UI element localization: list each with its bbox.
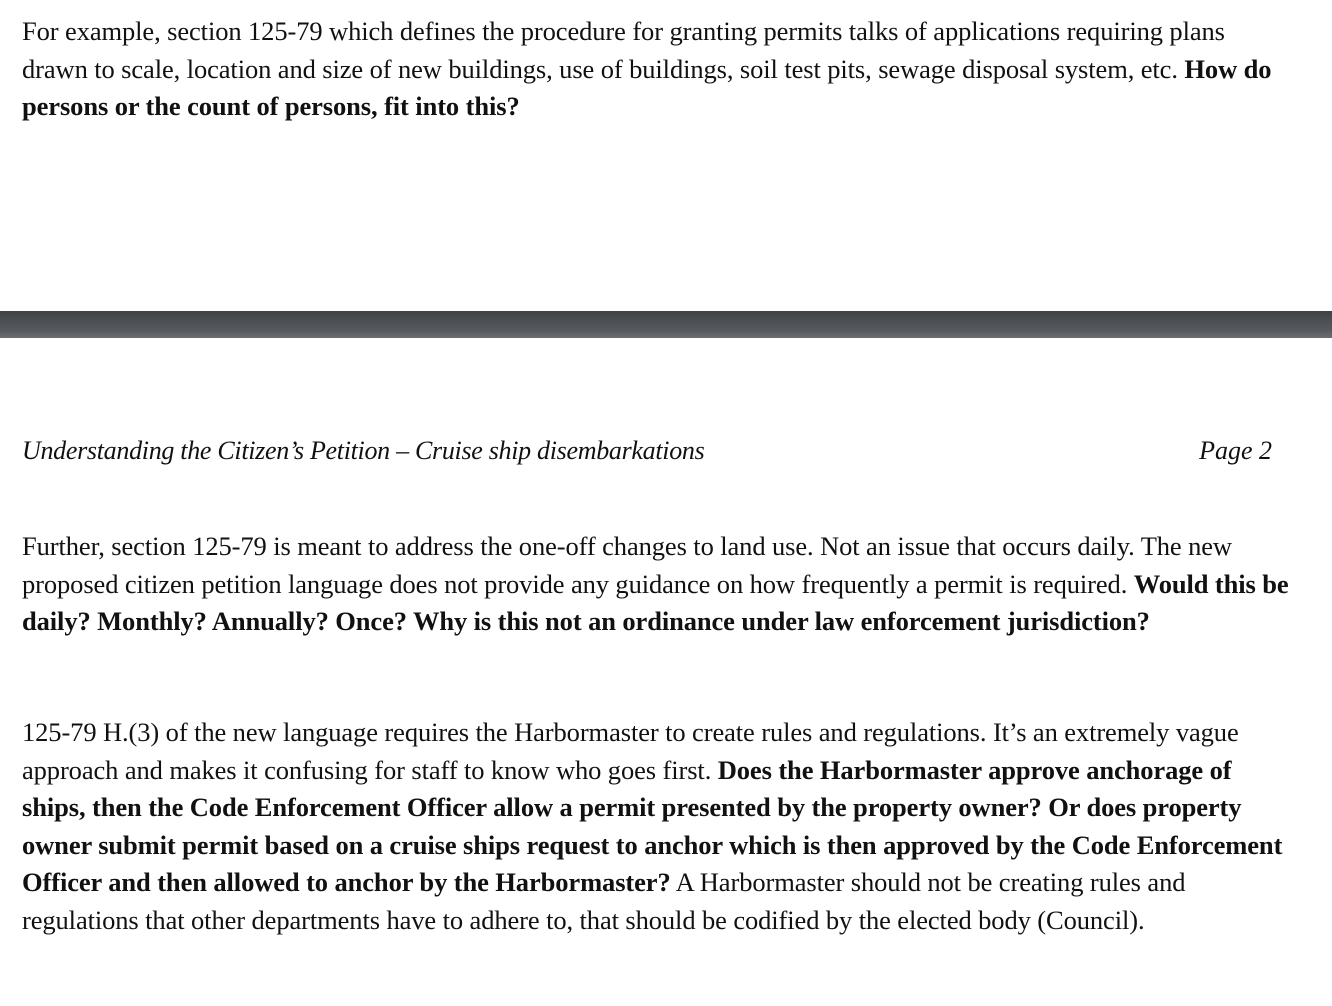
page-break-divider <box>0 311 1332 338</box>
paragraph-question: Would this be daily? Monthly? Annually? Once? Why is this not an ordinance under law enforcement jurisdiction? <box>22 568 1289 636</box>
page-header-title: Understanding the Citizen’s Petition – Cruise ship disembarkations <box>22 436 705 465</box>
paragraph-question: Does the Harbormaster approve anchorage of ships, then the Code Enforcement Officer allow a permit presented by the property owner? Or does property owner submit permit based on a cruise ships request to anchor which is then approved by the Code Enforcement Officer and then allowed to anchor by the Harbormaster? <box>22 754 1283 897</box>
paragraph-text: Further, section 125-79 is meant to address the one-off changes to land use. Not an issue that occurs daily. The new proposed citizen petition language does not provide any guidance on how frequently a permit is required. <box>22 531 1232 599</box>
paragraph-question: How do persons or the count of persons, fit into this? <box>22 53 1272 121</box>
paragraph-permit-procedure <box>22 13 1292 126</box>
paragraph-harbormaster <box>22 714 1292 939</box>
paragraph-text: 125-79 H.(3) of the new language requires the Harbormaster to create rules and regulations. It’s an extremely vague approach and makes it confusing for staff to know who goes first. <box>22 717 1239 785</box>
paragraph-land-use <box>22 528 1292 641</box>
page-number: Page 2 <box>1199 436 1272 465</box>
paragraph-text-conclusion: A Harbormaster should not be creating rules and regulations that other departments have to adhere to, that should be codified by the elected body (Council). <box>22 867 1186 935</box>
document-page-1 <box>0 0 1332 311</box>
paragraph-text: For example, section 125-79 which defines the procedure for granting permits talks of applications requiring plans drawn to scale, location and size of new buildings, use of buildings, soil test pits, sewage disposal system, etc. <box>22 16 1225 84</box>
